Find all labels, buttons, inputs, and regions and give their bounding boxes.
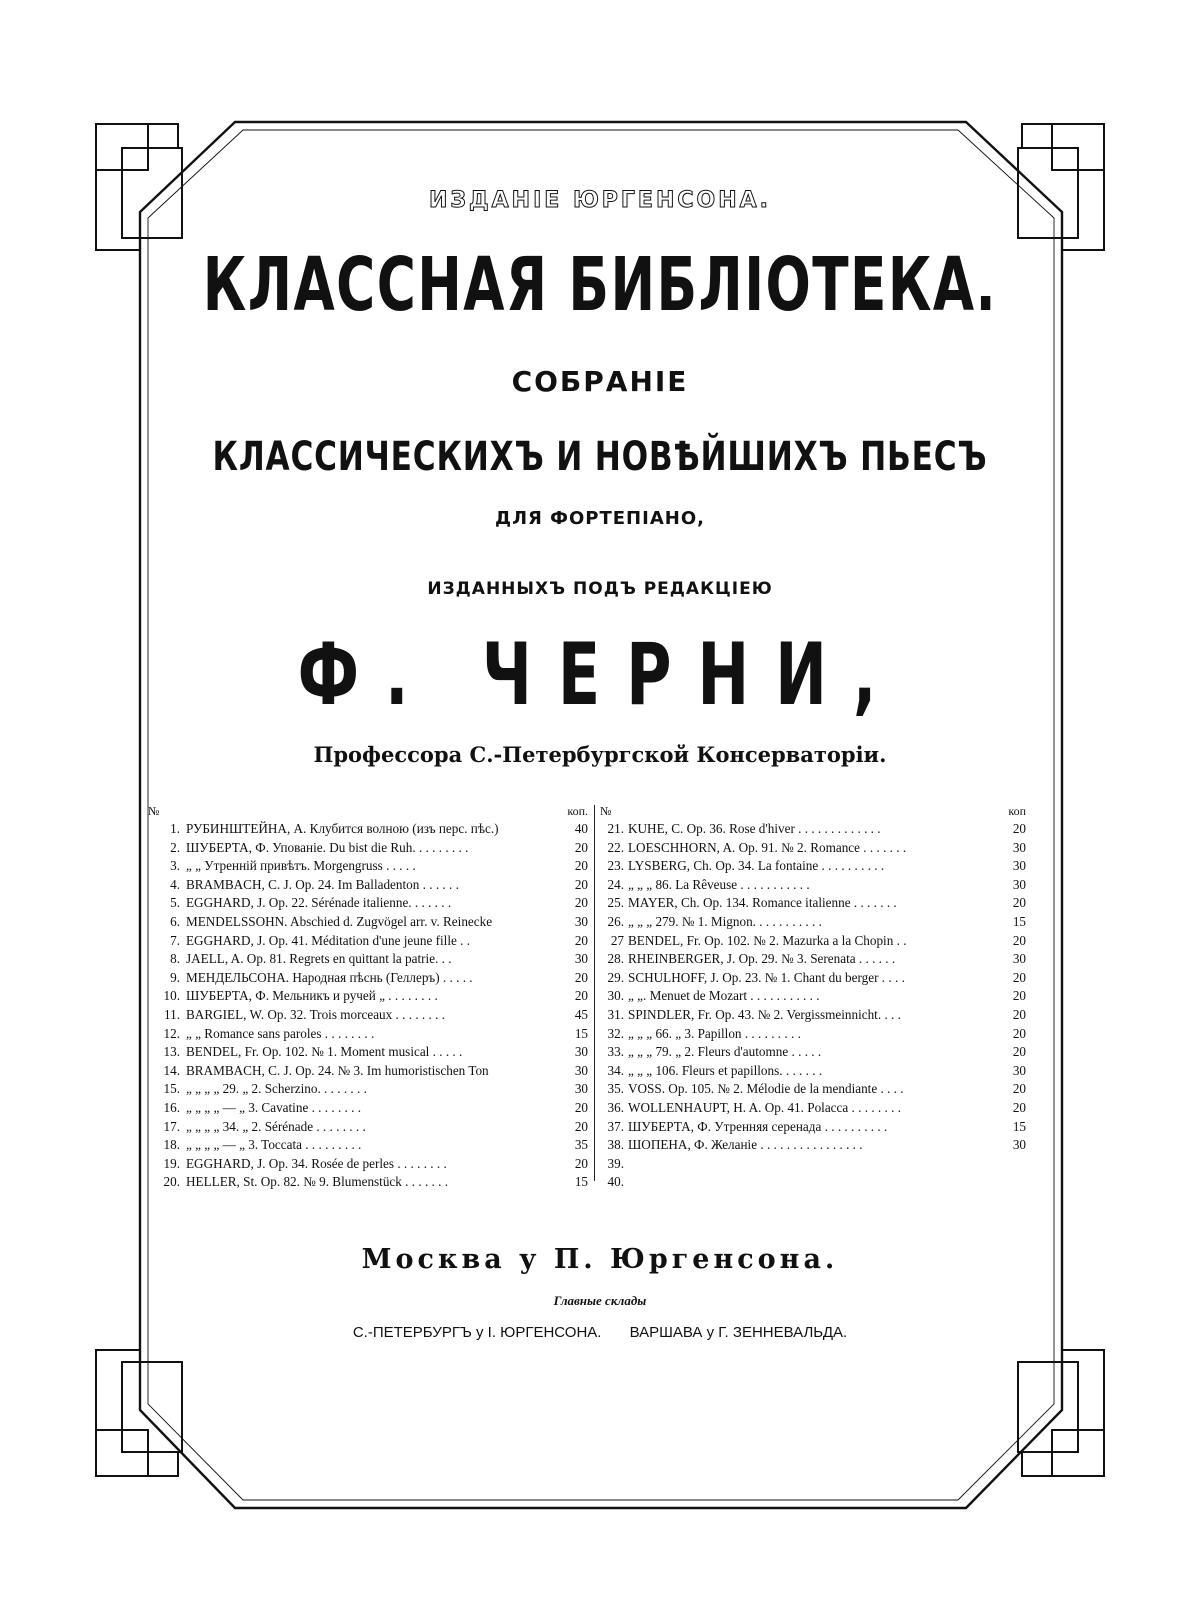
entry-price: 20 xyxy=(574,839,588,855)
entry-price: 20 xyxy=(574,1099,588,1115)
catalog-entry xyxy=(600,1136,1026,1155)
entry-title: MENDELSSOHN. Abschied d. Zugvögel arr. v. Reinecke xyxy=(186,913,493,929)
catalog-entry xyxy=(600,1080,1026,1099)
entry-price: 20 xyxy=(1012,1099,1026,1115)
entry-title: „ „ „ „ 29. „ 2. Scherzino. . . . . . . . xyxy=(186,1081,367,1097)
catalog-entry xyxy=(148,932,588,951)
entry-number: 25. xyxy=(607,895,624,911)
entry-number: 9. xyxy=(170,969,180,985)
entry-price: 20 xyxy=(1012,1025,1026,1041)
catalog-entry xyxy=(148,820,588,839)
entry-price: 30 xyxy=(1012,858,1026,874)
catalog-entry xyxy=(148,1080,588,1099)
entry-number: 13. xyxy=(163,1044,180,1060)
entry-price: 30 xyxy=(574,913,588,929)
entry-price: 30 xyxy=(1012,1062,1026,1078)
branch-warsaw: ВАРШАВА у Г. ЗЕННЕВАЛЬДА. xyxy=(629,1324,848,1341)
entry-title: „ „ „ 279. № 1. Mignon. . . . . . . . . . . xyxy=(628,913,822,929)
catalog-entry xyxy=(148,857,588,876)
entry-number: 36. xyxy=(607,1099,624,1115)
entry-price: 15 xyxy=(574,1174,588,1190)
entry-number: 33. xyxy=(607,1044,624,1060)
publisher-city: Москва у П. Юргенсона. xyxy=(361,1244,839,1275)
catalog-left-column xyxy=(148,802,588,1192)
entry-number: 34. xyxy=(607,1062,624,1078)
catalog-entry xyxy=(600,969,1026,988)
entry-number: 8. xyxy=(170,951,180,967)
entry-title: BENDEL, Fr. Op. 102. № 2. Mazurka a la Chopin . . xyxy=(628,932,907,948)
catalog-entry xyxy=(148,1173,588,1192)
catalog-entry xyxy=(148,987,588,1006)
entry-title: RHEINBERGER, J. Op. 29. № 3. Serenata . . . . . . xyxy=(628,951,896,967)
entry-price: 30 xyxy=(574,1044,588,1060)
subtitle-edited-by: ИЗДАННЫХЪ ПОДЪ РЕДАКЦІЕЮ xyxy=(427,579,773,599)
entry-number: 30. xyxy=(607,988,624,1004)
entry-price: 15 xyxy=(1012,1118,1026,1134)
entry-price: 20 xyxy=(1012,1006,1026,1022)
entry-price: 30 xyxy=(1012,1137,1026,1153)
entry-title: BRAMBACH, C. J. Op. 24. № 3. Im humoristischen Ton xyxy=(186,1062,489,1078)
entry-title: „ „ „ 66. „ 3. Papillon . . . . . . . . . xyxy=(628,1025,801,1041)
entry-number: 5. xyxy=(170,895,180,911)
entry-price: 30 xyxy=(574,1081,588,1097)
entry-price: 20 xyxy=(574,858,588,874)
entry-price: 20 xyxy=(1012,932,1026,948)
entry-number: 18. xyxy=(163,1137,180,1153)
entry-number: 4. xyxy=(170,876,180,892)
entry-title: BARGIEL, W. Op. 32. Trois morceaux . . . . . . . . xyxy=(186,1006,445,1022)
entry-title: EGGHARD, J. Op. 41. Méditation d'une jeune fille . . xyxy=(186,932,471,948)
catalog-entry xyxy=(600,1173,1026,1192)
entry-number: 29. xyxy=(607,969,624,985)
entry-title: WOLLENHAUPT, H. A. Op. 41. Polacca . . . . . . . . xyxy=(628,1099,901,1115)
entry-number: 23. xyxy=(607,858,624,874)
entry-title: EGGHARD, J. Op. 34. Rosée de perles . . . . . . . . xyxy=(186,1155,447,1171)
catalog-entry xyxy=(148,1155,588,1174)
entry-price: 15 xyxy=(1012,913,1026,929)
entry-title: МЕНДЕЛЬСОНА. Народная пѣснь (Геллеръ) . . . . . xyxy=(186,969,473,985)
catalog-entry xyxy=(600,1099,1026,1118)
warehouses-label: Главные склады xyxy=(553,1293,647,1308)
entry-number: 39. xyxy=(607,1155,624,1171)
subtitle-instrument: ДЛЯ ФОРТЕПІАНО, xyxy=(495,508,705,529)
entry-price: 30 xyxy=(574,1062,588,1078)
catalog-right-column xyxy=(600,802,1026,1192)
entry-title: „ „. Menuet de Mozart . . . . . . . . . . . xyxy=(628,988,820,1004)
entry-title: ШОПЕНА, Ф. Желаніе . . . . . . . . . . . . . . . . xyxy=(628,1137,863,1153)
entry-price: 40 xyxy=(574,821,588,836)
entry-title: SPINDLER, Fr. Op. 43. № 2. Vergissmeinnicht. . . . xyxy=(628,1006,901,1022)
entry-title: „ „ Romance sans paroles . . . . . . . . xyxy=(186,1025,375,1041)
catalog-entry xyxy=(148,839,588,858)
entry-price: 20 xyxy=(574,876,588,892)
entry-title: ШУБЕРТА, Ф. Мельникъ и ручей „ . . . . . . . . xyxy=(186,988,438,1004)
entry-title: EGGHARD, J. Op. 22. Sérénade italienne. . . . . . . xyxy=(186,895,452,911)
entry-number: 6. xyxy=(170,913,180,929)
entry-price: 30 xyxy=(1012,876,1026,892)
entry-number: 21. xyxy=(607,821,624,836)
catalog-entry xyxy=(600,894,1026,913)
entry-title: „ „ Утренній привѣтъ. Morgengruss . . . . . xyxy=(186,858,416,874)
entry-number: 32. xyxy=(607,1025,624,1041)
entry-number: 27 xyxy=(610,932,624,948)
entry-number: 12. xyxy=(163,1025,180,1041)
entry-title: ШУБЕРТА, Ф. Упованіе. Du bist die Ruh. . . . . . . . . xyxy=(186,839,469,855)
entry-title: РУБИНШТЕЙНА, А. Клубится волною (изъ перс. пѣс.) xyxy=(186,821,499,836)
entry-price: 30 xyxy=(1012,839,1026,855)
catalog-entry xyxy=(600,1025,1026,1044)
entry-title: „ „ „ 86. La Rêveuse . . . . . . . . . . . xyxy=(628,876,810,892)
catalog-entry xyxy=(600,1043,1026,1062)
entry-price: 20 xyxy=(574,1155,588,1171)
entry-title: SCHULHOFF, J. Op. 23. № 1. Chant du berger . . . . xyxy=(628,969,905,985)
entry-number: 1. xyxy=(170,821,180,836)
entry-number: 26. xyxy=(607,913,624,929)
catalog-entry xyxy=(148,1043,588,1062)
catalog-entry xyxy=(600,1062,1026,1081)
entry-title: KUHE, C. Op. 36. Rose d'hiver . . . . . . . . . . . . . xyxy=(628,821,881,836)
catalog-entry xyxy=(600,1118,1026,1137)
branch-st-petersburg: С.-ПЕТЕРБУРГЪ у І. ЮРГЕНСОНА. xyxy=(352,1324,602,1341)
publisher-line: ИЗДАНІЕ ЮРГЕНСОНА. xyxy=(429,188,771,213)
catalog-entry xyxy=(600,857,1026,876)
editor-position: Профессора С.-Петербургской Консерваторіи. xyxy=(313,742,887,767)
entry-price: 30 xyxy=(1012,951,1026,967)
entry-title: „ „ „ „ 34. „ 2. Sérénade . . . . . . . . xyxy=(186,1118,366,1134)
entry-number: 10. xyxy=(163,988,180,1004)
entry-number: 20. xyxy=(163,1174,180,1190)
subtitle-pieces: КЛАССИЧЕСКИХЪ И НОВѢЙШИХЪ ПЬЕСЪ xyxy=(212,434,988,480)
catalog-entry xyxy=(600,1006,1026,1025)
entry-price: 20 xyxy=(1012,1081,1026,1097)
entry-price: 20 xyxy=(1012,969,1026,985)
catalog-entry xyxy=(148,1025,588,1044)
entry-number: 17. xyxy=(163,1118,180,1134)
catalog-entry xyxy=(600,913,1026,932)
entry-number: 31. xyxy=(607,1006,624,1022)
entry-title: LOESCHHORN, A. Op. 91. № 2. Romance . . . . . . . xyxy=(628,839,907,855)
entry-number: 38. xyxy=(607,1137,624,1153)
catalog-entry xyxy=(600,820,1026,839)
catalog-entry xyxy=(148,913,588,932)
entry-price: 20 xyxy=(1012,988,1026,1004)
entry-number: 2. xyxy=(170,839,180,855)
entry-number: 11. xyxy=(164,1006,180,1022)
editor-name: Ф. ЧЕРНИ, xyxy=(297,625,903,725)
catalog-entry xyxy=(600,950,1026,969)
catalog-entry xyxy=(600,1155,1026,1174)
entry-number: 15. xyxy=(163,1081,180,1097)
entry-price: 20 xyxy=(1012,821,1026,836)
catalog-entry xyxy=(600,839,1026,858)
catalog-entry xyxy=(148,950,588,969)
catalog-entry xyxy=(148,1099,588,1118)
entry-title: BENDEL, Fr. Op. 102. № 1. Moment musical . . . . . xyxy=(186,1044,463,1060)
catalog-entry xyxy=(148,894,588,913)
subtitle-collection: СОБРАНІЕ xyxy=(511,365,689,398)
price-header: коп xyxy=(1008,804,1026,818)
entry-number: 14. xyxy=(163,1062,180,1078)
number-header: № xyxy=(600,804,612,818)
entry-title: MAYER, Ch. Op. 134. Romance italienne . . . . . . . xyxy=(628,895,897,911)
entry-title: „ „ „ „ — „ 3. Cavatine . . . . . . . . xyxy=(186,1099,362,1115)
entry-price: 20 xyxy=(574,932,588,948)
entry-title: JAELL, A. Op. 81. Regrets en quittant la patrie. . . xyxy=(186,951,452,967)
entry-price: 20 xyxy=(574,969,588,985)
entry-number: 24. xyxy=(607,876,624,892)
entry-number: 28. xyxy=(607,951,624,967)
entry-number: 19. xyxy=(163,1155,180,1171)
catalog-entry xyxy=(148,876,588,895)
entry-title: ШУБЕРТА, Ф. Утренняя серенада . . . . . . . . . . xyxy=(628,1118,888,1134)
entry-title: „ „ „ „ — „ 3. Toccata . . . . . . . . . xyxy=(186,1137,362,1153)
branches-line xyxy=(0,1324,1200,1341)
entry-number: 37. xyxy=(607,1118,624,1134)
entry-title: HELLER, St. Op. 82. № 9. Blumenstück . . . . . . . xyxy=(186,1174,449,1190)
entry-title: „ „ „ 79. „ 2. Fleurs d'automne . . . . . xyxy=(628,1044,822,1060)
entry-title: BRAMBACH, C. J. Op. 24. Im Balladenton . . . . . . xyxy=(186,876,459,892)
entry-number: 40. xyxy=(607,1174,624,1190)
catalog-entry xyxy=(148,969,588,988)
price-header: коп. xyxy=(567,804,588,818)
entry-price: 20 xyxy=(1012,895,1026,911)
entry-number: 35. xyxy=(607,1081,624,1097)
entry-title: VOSS. Op. 105. № 2. Mélodie de la mendiante . . . . xyxy=(628,1081,904,1097)
entry-price: 20 xyxy=(574,895,588,911)
entry-price: 30 xyxy=(574,951,588,967)
catalog-entry xyxy=(600,932,1026,951)
entry-number: 3. xyxy=(170,858,180,874)
entry-number: 16. xyxy=(163,1099,180,1115)
catalog-entry xyxy=(600,876,1026,895)
entry-number: 7. xyxy=(170,932,180,948)
entry-price: 20 xyxy=(574,988,588,1004)
entry-price: 35 xyxy=(574,1137,588,1153)
catalog-entry xyxy=(148,1006,588,1025)
entry-title: „ „ „ 106. Fleurs et papillons. . . . . . . xyxy=(628,1062,823,1078)
number-header: № xyxy=(148,804,160,818)
entry-price: 15 xyxy=(574,1025,588,1041)
entry-number: 22. xyxy=(607,839,624,855)
catalog-entry xyxy=(600,987,1026,1006)
entry-price: 45 xyxy=(574,1006,588,1022)
entry-title: LYSBERG, Ch. Op. 34. La fontaine . . . . . . . . . . xyxy=(628,858,885,874)
entry-price: 20 xyxy=(1012,1044,1026,1060)
main-title: КЛАССНАЯ БИБЛІОТЕКА. xyxy=(202,242,998,328)
catalog-entry xyxy=(148,1118,588,1137)
column-divider xyxy=(594,805,595,1181)
entry-price: 20 xyxy=(574,1118,588,1134)
catalog-entry xyxy=(148,1062,588,1081)
catalog-entry xyxy=(148,1136,588,1155)
